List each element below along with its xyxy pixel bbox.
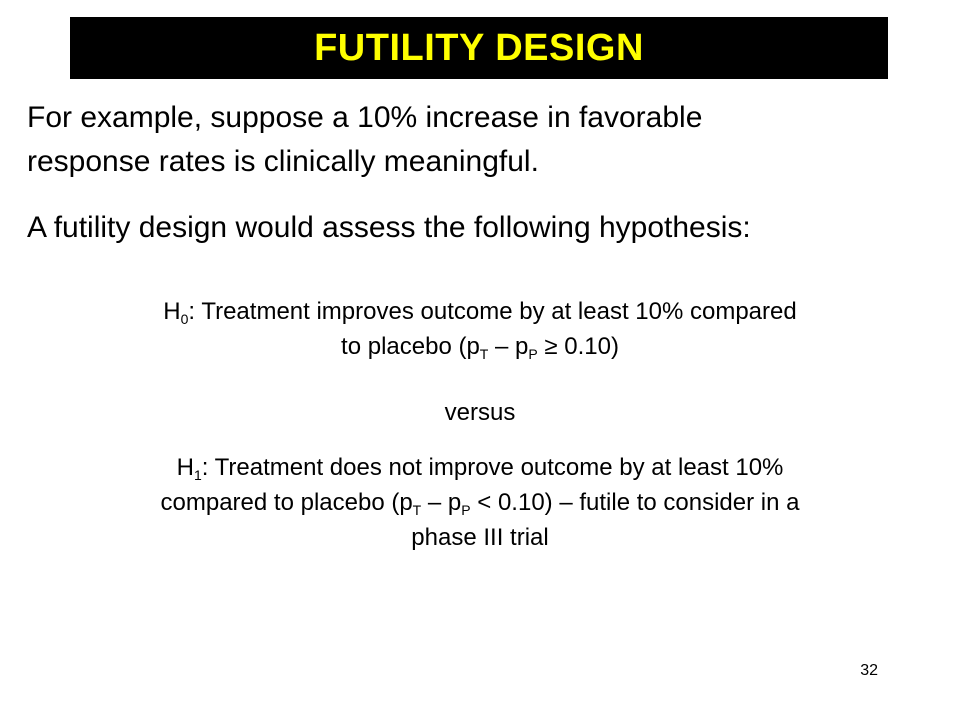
null-hypothesis [30, 294, 930, 364]
hypothesis-intro: A futility design would assess the following hypothesis: [27, 211, 751, 244]
intro-line-1: For example, suppose a 10% increase in favorable [27, 101, 703, 134]
h0-text-b: to placebo (p [341, 333, 480, 360]
h0-text-d: ≥ 0.10) [537, 333, 619, 360]
h0-text-c: – p [488, 333, 529, 360]
h1-text-a: : Treatment does not improve outcome by at least 10% [201, 454, 784, 481]
h1-text-e: phase III trial [411, 524, 549, 551]
versus-label: versus [444, 399, 516, 426]
h0-text-a: : Treatment improves outcome by at least 10% compared [188, 298, 797, 325]
page-number: 32 [860, 662, 878, 679]
h1-text-d: < 0.10) – futile to consider in a [470, 489, 800, 516]
h1-label-subscript: 1 [193, 467, 202, 483]
intro-line-2: response rates is clinically meaningful. [27, 145, 539, 178]
h0-sub-p: P [528, 346, 538, 362]
title-bar [70, 17, 888, 79]
h0-label: H [163, 298, 181, 325]
h1-text-b: compared to placebo (p [160, 489, 413, 516]
intro-paragraph [27, 96, 937, 184]
h0-sub-t: T [479, 346, 489, 362]
slide-title: FUTILITY DESIGN [314, 26, 644, 69]
alternative-hypothesis [30, 450, 930, 555]
h0-label-subscript: 0 [180, 311, 189, 327]
h1-sub-p: P [461, 502, 471, 518]
h1-text-c: – p [421, 489, 462, 516]
h1-sub-t: T [412, 502, 422, 518]
h1-label: H [176, 454, 194, 481]
